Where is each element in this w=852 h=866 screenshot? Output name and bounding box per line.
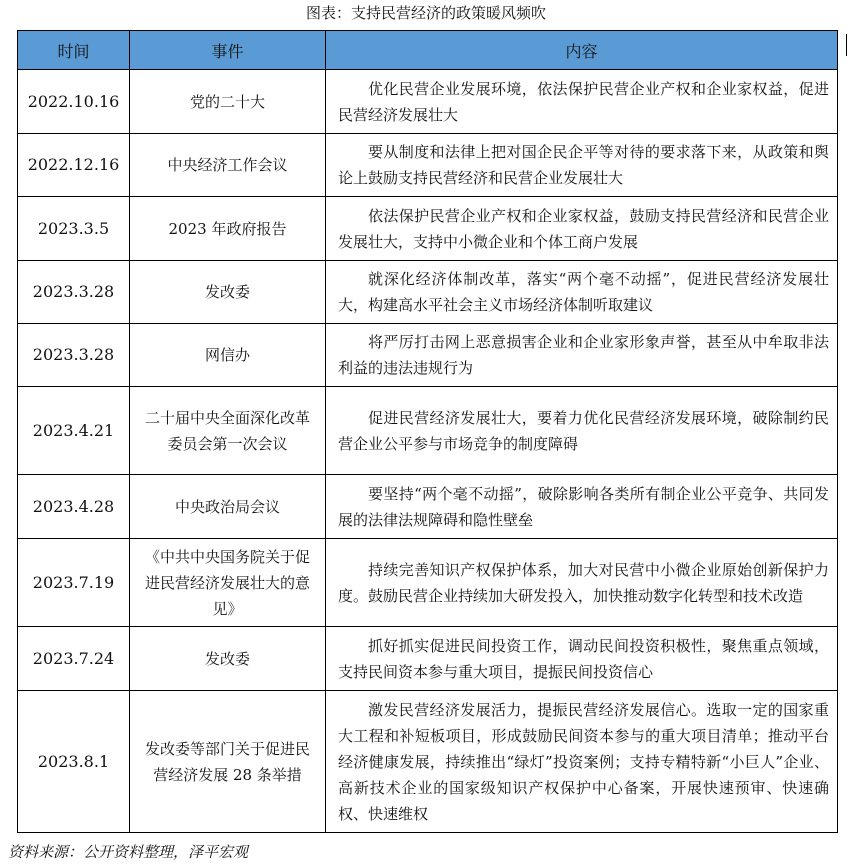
cell-content: 将严厉打击网上恶意损害企业和企业家形象声誉，甚至从中牟取非法利益的违法违规行为 (326, 324, 838, 387)
table-header-row (18, 31, 838, 70)
table-row (18, 197, 838, 261)
cell-event: 发改委 (130, 627, 326, 691)
cell-event: 中央经济工作会议 (130, 134, 326, 197)
cell-time: 2023.4.28 (18, 475, 130, 539)
cell-time: 2022.12.16 (18, 134, 130, 197)
cell-content: 促进民营经济发展壮大，要着力优化民营经济发展环境，破除制约民营企业公平参与市场竞争的制度障碍 (326, 387, 838, 475)
table-row (18, 261, 838, 324)
cell-time: 2023.7.19 (18, 539, 130, 627)
cell-event: 发改委等部门关于促进民营经济发展 28 条举措 (130, 691, 326, 833)
cell-content: 激发民营经济发展活力，提振民营经济发展信心。选取一定的国家重大工程和补短板项目，形成鼓励民间资本参与的重大项目清单；推动平台经济健康发展，持续推出“绿灯”投资案例；支持专精特新“小巨人”企业、高新技术企业的国家级知识产权保护中心备案，开展快速预审、快速确权、快速维权 (326, 691, 838, 833)
cell-time: 2023.4.21 (18, 387, 130, 475)
policy-table (17, 30, 838, 833)
cell-time: 2022.10.16 (18, 70, 130, 134)
cell-time: 2023.3.28 (18, 261, 130, 324)
table-row (18, 475, 838, 539)
header-event: 事件 (130, 31, 326, 70)
cell-content: 要坚持“两个毫不动摇”，破除影响各类所有制企业公平竞争、共同发展的法律法规障碍和隐性壁垒 (326, 475, 838, 539)
table-row (18, 387, 838, 475)
edge-mark (846, 34, 847, 56)
table-row (18, 134, 838, 197)
cell-content: 持续完善知识产权保护体系，加大对民营中小微企业原始创新保护力度。鼓励民营企业持续加大研发投入，加快推动数字化转型和技术改造 (326, 539, 838, 627)
figure-title: 图表：支持民营经济的政策暖风频吹 (305, 4, 546, 22)
cell-event: 中央政治局会议 (130, 475, 326, 539)
table-row (18, 627, 838, 691)
table-row (18, 324, 838, 387)
header-time: 时间 (18, 31, 130, 70)
cell-content: 优化民营企业发展环境，依法保护民营企业产权和企业家权益，促进民营经济发展壮大 (326, 70, 838, 134)
table-row (18, 70, 838, 134)
cell-time: 2023.3.28 (18, 324, 130, 387)
cell-content: 抓好抓实促进民间投资工作，调动民间投资积极性，聚焦重点领域，支持民间资本参与重大项目，提振民间投资信心 (326, 627, 838, 691)
table-row (18, 691, 838, 833)
cell-event: 网信办 (130, 324, 326, 387)
cell-content: 就深化经济体制改革，落实“两个毫不动摇”，促进民营经济发展壮大，构建高水平社会主义市场经济体制听取建议 (326, 261, 838, 324)
cell-event: 二十届中央全面深化改革委员会第一次会议 (130, 387, 326, 475)
header-content: 内容 (326, 31, 838, 70)
cell-content: 要从制度和法律上把对国企民企平等对待的要求落下来，从政策和舆论上鼓励支持民营经济和民营企业发展壮大 (326, 134, 838, 197)
cell-event: 《中共中央国务院关于促进民营经济发展壮大的意见》 (130, 539, 326, 627)
cell-content: 依法保护民营企业产权和企业家权益，鼓励支持民营经济和民营企业发展壮大，支持中小微企业和个体工商户发展 (326, 197, 838, 261)
source-note: 资料来源：公开资料整理，泽平宏观 (8, 843, 249, 861)
cell-event: 党的二十大 (130, 70, 326, 134)
cell-event: 2023 年政府报告 (130, 197, 326, 261)
cell-time: 2023.3.5 (18, 197, 130, 261)
cell-event: 发改委 (130, 261, 326, 324)
cell-time: 2023.7.24 (18, 627, 130, 691)
cell-time: 2023.8.1 (18, 691, 130, 833)
table-row (18, 539, 838, 627)
